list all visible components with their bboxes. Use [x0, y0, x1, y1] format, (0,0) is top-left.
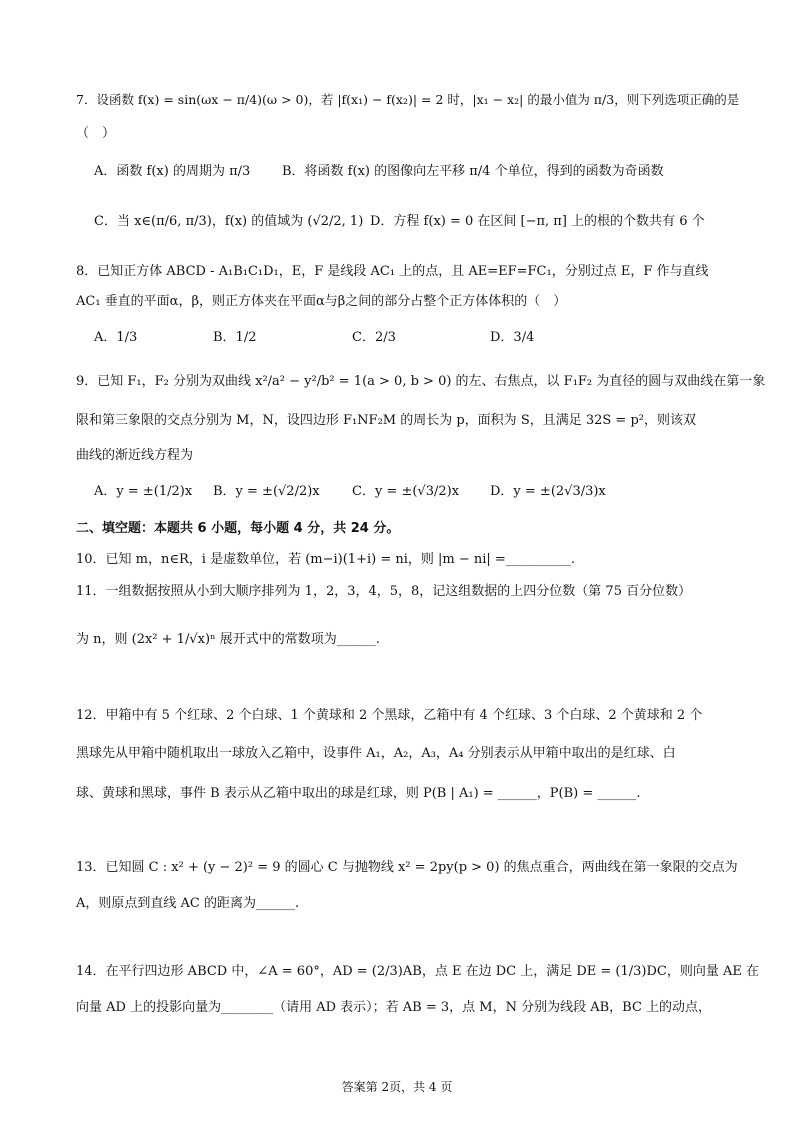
- q12-stem-line3: 球、黄球和黑球，事件 B 表示从乙箱中取出的球是红球，则 P(B | A₁) = ______，P(B) = ______.: [76, 786, 641, 801]
- q7-option-b: B．将函数 f(x) 的图像向左平移 π/4 个单位，得到的函数为奇函数: [282, 164, 664, 179]
- q12-stem-line1: 12．甲箱中有 5 个红球、2 个白球、1 个黄球和 2 个黑球，乙箱中有 4 个红球、3 个白球、2 个黄球和 2 个: [76, 708, 703, 723]
- q9-stem-line2: 限和第三象限的交点分别为 M，N，设四边形 F₁NF₂M 的周长为 p，面积为 S，且满足 32S = p²，则该双: [76, 413, 696, 428]
- q7-stem-line1: 7．设函数 f(x) = sin(ωx − π/4)(ω > 0)，若 |f(x₁) − f(x₂)| = 2 时，|x₁ − x₂| 的最小值为 π/3，则下列选项正确的是: [76, 92, 740, 107]
- q8-option-a: A．1/3: [94, 330, 138, 345]
- section-fill-in-heading: 二、填空题：本题共 6 小题，每小题 4 分，共 24 分。: [76, 521, 400, 536]
- q10-stem: 10．已知 m，n∈R，i 是虚数单位，若 (m−i)(1+i) = ni，则 |m − ni| =__________.: [76, 552, 575, 567]
- q13-stem-line2: A，则原点到直线 AC 的距离为______.: [76, 896, 300, 911]
- q7-option-c: C．当 x∈(π/6, π/3)，f(x) 的值域为 (√2/2, 1): [94, 214, 364, 229]
- q8-option-b: B．1/2: [213, 330, 257, 345]
- q11-stem-line1: 11．一组数据按照从小到大顺序排列为 1，2，3，4，5，8，记这组数据的上四分位数（第 75 百分位数）: [76, 584, 692, 599]
- q9-stem-line3: 曲线的渐近线方程为: [76, 448, 194, 463]
- q9-option-b: B．y = ±(√2/2)x: [213, 484, 320, 499]
- q7-option-d: D．方程 f(x) = 0 在区间 [−π, π] 上的根的个数共有 6 个: [370, 214, 705, 229]
- q14-stem-line1: 14．在平行四边形 ABCD 中，∠A = 60°，AD = (2/3)AB，点 E 在边 DC 上，满足 DE = (1/3)DC，则向量 AE 在: [76, 964, 759, 979]
- q8-option-c: C．2/3: [352, 330, 396, 345]
- q7-stem-line2: （ ）: [76, 126, 116, 141]
- q9-option-a: A．y = ±(1/2)x: [94, 484, 193, 499]
- q11-stem-line2: 为 n，则 (2x² + 1/√x)ⁿ 展开式中的常数项为______.: [76, 632, 380, 647]
- q9-option-c: C．y = ±(√3/2)x: [352, 484, 460, 499]
- q8-option-d: D．3/4: [490, 330, 535, 345]
- q8-stem-line1: 8．已知正方体 ABCD - A₁B₁C₁D₁，E，F 是线段 AC₁ 上的点，且 AE=EF=FC₁，分别过点 E，F 作与直线: [76, 264, 709, 279]
- q12-stem-line2: 黑球先从甲箱中随机取出一球放入乙箱中，设事件 A₁，A₂，A₃，A₄ 分别表示从甲箱中取出的是红球、白: [76, 746, 676, 761]
- q9-option-d: D．y = ±(2√3/3)x: [490, 484, 606, 499]
- q7-option-a: A．函数 f(x) 的周期为 π/3: [94, 164, 251, 179]
- q9-stem-line1: 9．已知 F₁，F₂ 分别为双曲线 x²/a² − y²/b² = 1(a > 0, b > 0) 的左、右焦点，以 F₁F₂ 为直径的圆与双曲线在第一象: [76, 374, 766, 389]
- q8-stem-line2: AC₁ 垂直的平面α，β，则正方体夹在平面α与β之间的部分占整个正方体体积的（ ）: [76, 294, 567, 309]
- page-footer: 答案第 2页，共 4 页: [341, 1080, 453, 1094]
- q14-stem-line2: 向量 AD 上的投影向量为________（请用 AD 表示）；若 AB = 3，点 M，N 分别为线段 AB，BC 上的动点，: [76, 1000, 712, 1015]
- q13-stem-line1: 13．已知圆 C : x² + (y − 2)² = 9 的圆心 C 与抛物线 x² = 2py(p > 0) 的焦点重合，两曲线在第一象限的交点为: [76, 860, 738, 875]
